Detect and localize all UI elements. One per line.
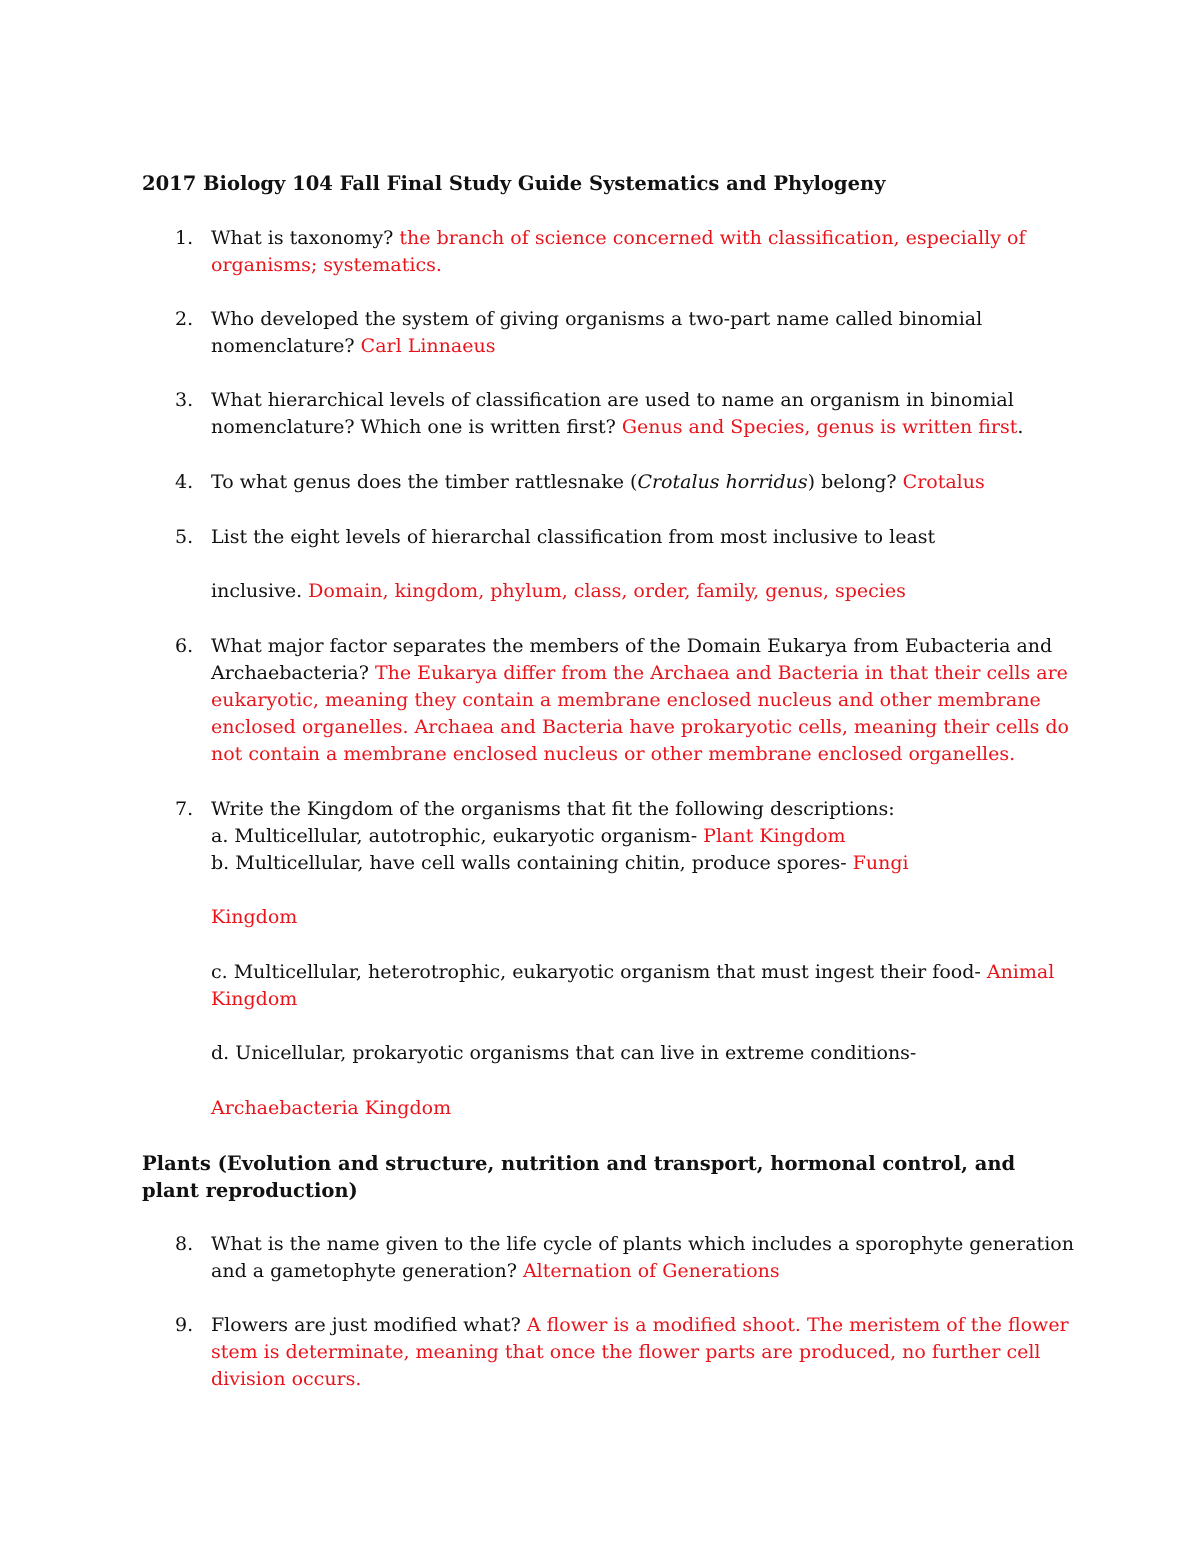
answer-7c-line-2: Kingdom: [211, 988, 298, 1010]
question-5-line-2: [211, 578, 906, 605]
section-heading-plants: Plants (Evolution and structure, nutrition and transport, hormonal control, and plant reproduction): [142, 1152, 1016, 1202]
question-2-line-1: Who developed the system of giving organisms a two-part name called binomial: [211, 308, 983, 330]
question-9-text: Flowers are just modified what?: [211, 1314, 521, 1336]
question-7a: [211, 823, 846, 850]
question-1: [211, 225, 1026, 252]
answer-7a: Plant Kingdom: [703, 825, 846, 847]
answer-1-line-1: the branch of science concerned with classification, especially of: [399, 227, 1026, 249]
question-2-text: nomenclature?: [211, 335, 355, 357]
question-7-text: Write the Kingdom of the organisms that fit the following descriptions:: [211, 798, 895, 820]
answer-9-line-2: stem is determinate, meaning that once the flower parts are produced, no further cell: [211, 1341, 1041, 1363]
question-1-text: What is taxonomy?: [211, 227, 394, 249]
answer-7d: Archaebacteria Kingdom: [211, 1097, 452, 1119]
question-number-5: 5.: [175, 526, 194, 548]
question-3-line-2: [211, 414, 1023, 441]
question-number-6: 6.: [175, 635, 194, 657]
question-7a-text: a. Multicellular, autotrophic, eukaryotic organism-: [211, 825, 698, 847]
answer-6-line-2: eukaryotic, meaning they contain a membrane enclosed nucleus and other membrane: [211, 689, 1041, 711]
question-7c: [211, 959, 1054, 986]
question-number-8: 8.: [175, 1233, 194, 1255]
question-6-line-1: What major factor separates the members of the Domain Eukarya from Eubacteria and: [211, 635, 1053, 657]
question-4: [211, 469, 985, 496]
question-4-species-name: Crotalus horridus: [637, 471, 808, 493]
answer-4: Crotalus: [902, 471, 985, 493]
question-8-line-1: What is the name given to the life cycle of plants which includes a sporophyte generation: [211, 1233, 1074, 1255]
question-7b: [211, 850, 909, 877]
question-3-line-1: What hierarchical levels of classification are used to name an organism in binomial: [211, 389, 1014, 411]
question-9: [211, 1312, 1069, 1339]
answer-2: Carl Linnaeus: [360, 335, 496, 357]
question-6-text: Archaebacteria?: [211, 662, 369, 684]
answer-5: Domain, kingdom, phylum, class, order, family, genus, species: [308, 580, 906, 602]
question-4-text-pre: To what genus does the timber rattlesnake (: [211, 471, 638, 493]
answer-7b-line-2: Kingdom: [211, 906, 298, 928]
question-4-text-post: ) belong?: [807, 471, 897, 493]
question-number-3: 3.: [175, 389, 194, 411]
answer-7b-line-1: Fungi: [852, 852, 909, 874]
answer-7c-line-1: Animal: [986, 961, 1055, 983]
answer-8: Alternation of Generations: [522, 1260, 780, 1282]
answer-6-line-3: enclosed organelles. Archaea and Bacteria have prokaryotic cells, meaning their cells do: [211, 716, 1069, 738]
question-7b-text: b. Multicellular, have cell walls containing chitin, produce spores-: [211, 852, 847, 874]
answer-9-line-1: A flower is a modified shoot. The meristem of the flower: [526, 1314, 1069, 1336]
answer-3-period: .: [1017, 416, 1024, 438]
question-number-7: 7.: [175, 798, 194, 820]
question-5-text: inclusive.: [211, 580, 303, 602]
question-number-1: 1.: [175, 227, 194, 249]
question-7d-text: d. Unicellular, prokaryotic organisms that can live in extreme conditions-: [211, 1042, 917, 1064]
answer-1-line-2: organisms; systematics.: [211, 254, 442, 276]
answer-3: Genus and Species, genus is written first: [621, 416, 1018, 438]
question-8-line-2: [211, 1258, 780, 1285]
question-7c-text: c. Multicellular, heterotrophic, eukaryotic organism that must ingest their food-: [211, 961, 981, 983]
question-2-line-2: [211, 333, 495, 360]
question-3-text: nomenclature? Which one is written first?: [211, 416, 616, 438]
answer-6-line-4: not contain a membrane enclosed nucleus or other membrane enclosed organelles.: [211, 743, 1016, 765]
answer-9-line-3: division occurs.: [211, 1368, 362, 1390]
question-6-line-2: [211, 660, 1068, 687]
question-number-2: 2.: [175, 308, 194, 330]
document-title: 2017 Biology 104 Fall Final Study Guide Systematics and Phylogeny: [142, 172, 886, 195]
question-5-line-1: List the eight levels of hierarchal classification from most inclusive to least: [211, 526, 936, 548]
question-number-4: 4.: [175, 471, 194, 493]
question-8-text: and a gametophyte generation?: [211, 1260, 517, 1282]
answer-6-line-1: The Eukarya differ from the Archaea and Bacteria in that their cells are: [374, 662, 1068, 684]
question-number-9: 9.: [175, 1314, 194, 1336]
